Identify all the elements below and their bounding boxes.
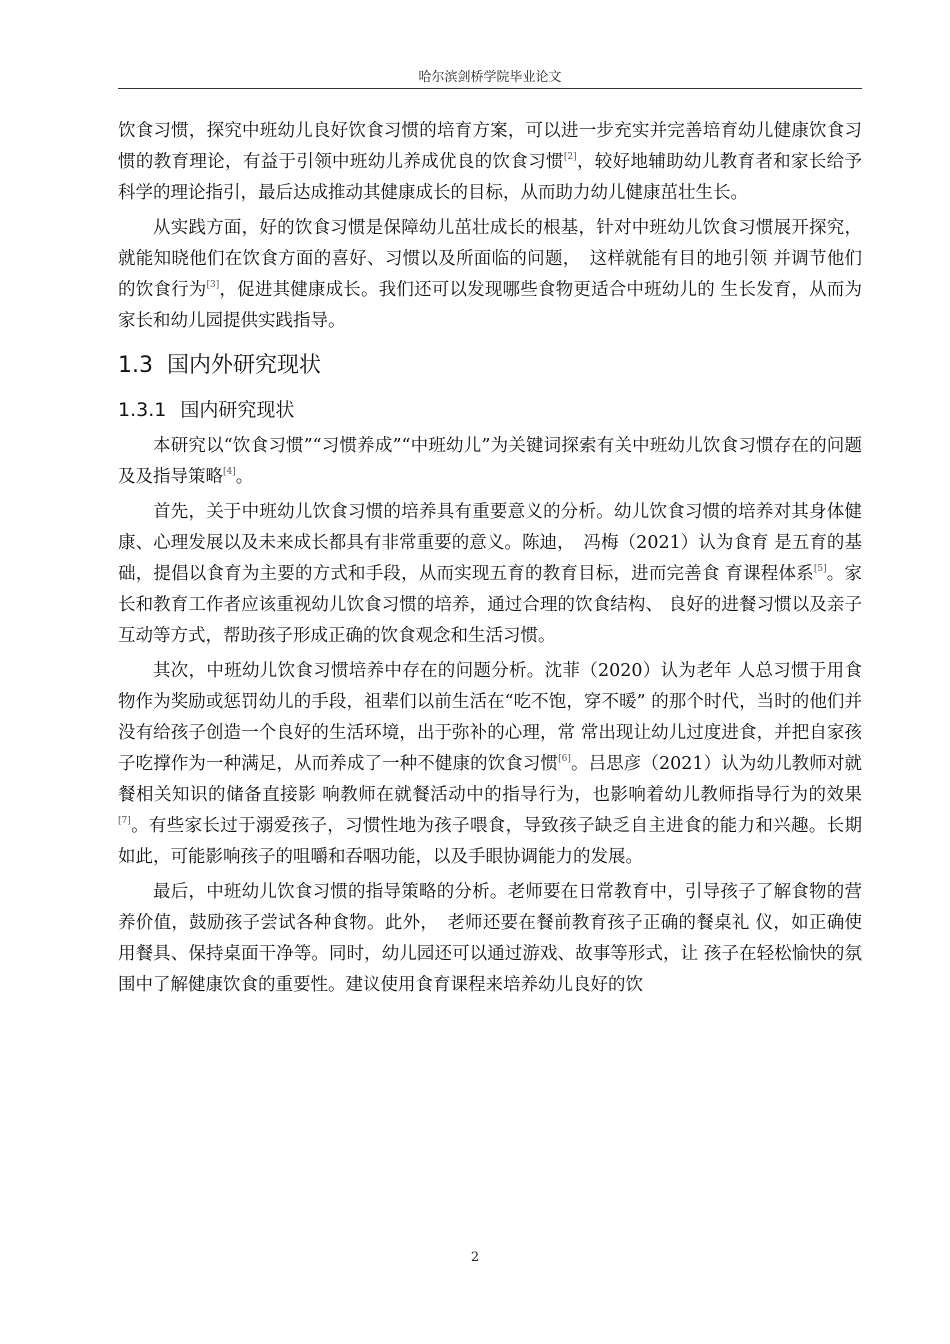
section-heading-1-3 (118, 347, 862, 385)
paragraph-intro-continued (118, 116, 862, 209)
section-title: 国内研究现状 (180, 399, 295, 421)
paragraph-text: 。吕思彦（2021）认为幼儿教师对就餐相关知识的储备直接影 响教师在就餐活动中的指导行为，也影响着幼儿教师指导行为的效果 (118, 754, 862, 805)
paragraph-first (118, 497, 862, 652)
paragraph-text: 饮食习惯，探究中班幼儿良好饮食习惯的培育方案，可以进一步充实并完善培育幼儿健康饮食习惯的教育理论，有益于引领中班幼儿养成优良的饮食习惯 (118, 121, 862, 172)
running-header: 哈尔滨剑桥学院毕业论文 (418, 70, 562, 85)
section-title: 国内外研究现状 (167, 353, 322, 378)
paragraph-keywords (118, 431, 862, 493)
paragraph-text: 。 (235, 467, 254, 487)
section-number: 1.3 (118, 353, 153, 378)
paragraph-text: 本研究以“饮食习惯”“习惯养成”“中班幼儿”为关键词探索有关中班幼儿饮食习惯存在的问题及及指导策略 (118, 436, 862, 487)
citation-ref: [3] (206, 280, 220, 290)
paragraph-text: 从实践方面，好的饮食习惯是保障幼儿茁壮成长的根基，针对中班幼儿饮食习惯展开探究，就能知晓他们在饮食方面的喜好、习惯以及所面临的问题， 这样就能有目的地引领 并调节他们的饮食行为 (118, 218, 862, 300)
paragraph-last (118, 877, 862, 1001)
paragraph-text: ，较好地辅助幼儿教育者和家长给予科学的理论指引，最后达成推动其健康成长的目标，从而助力幼儿健康茁壮生长。 (118, 152, 863, 203)
section-number: 1.3.1 (118, 399, 167, 421)
paragraph-text: 。有些家长过于溺爱孩子，习惯性地为孩子喂食，导致孩子缺乏自主进食的能力和兴趣。长期如此，可能影响孩子的咀嚼和吞咽功能，以及手眼协调能力的发展。 (118, 816, 862, 867)
citation-ref: [5] (813, 564, 827, 574)
citation-ref: [7] (118, 816, 131, 826)
page-number: 2 (470, 1250, 480, 1265)
paragraph-text: 最后，中班幼儿饮食习惯的指导策略的分析。老师要在日常教育中，引导孩子了解食物的营养价值，鼓励孩子尝试各种食物。此外， 老师还要在餐前教育孩子正确的餐桌礼 仪，如正确使用餐具、保持桌面干净等。同时，幼儿园还可以通过游戏、故事等形式，让 孩子在轻松愉快的氛围中了解健康饮食的重要性。建议使用食育课程来培养幼儿良好的饮 (118, 882, 862, 995)
paragraph-practice (118, 213, 862, 337)
page-body (118, 116, 862, 1001)
citation-ref: [2] (563, 152, 577, 162)
paragraph-text: ，促进其健康成长。我们还可以发现哪些食物更适合中班幼儿的 生长发育，从而为家长和幼儿园提供实践指导。 (118, 280, 863, 331)
paragraph-text: 首先，关于中班幼儿饮食习惯的培养具有重要意义的分析。幼儿饮食习惯的培养对其身体健康、心理发展以及未来成长都具有非常重要的意义。陈迪， 冯梅（2021）认为食育 是五育的基础，提倡以食育为主要的方式和手段，从而实现五育的教育目标，进而完善食 育课程体系 (118, 502, 862, 584)
citation-ref: [6] (558, 754, 571, 764)
paragraph-second (118, 656, 862, 873)
paragraph-text: 。家长和教育工作者应该重视幼儿饮食习惯的培养，通过合理的饮食结构、 良好的进餐习惯以及亲子互动等方式，帮助孩子形成正确的饮食观念和生活习惯。 (118, 564, 862, 646)
section-heading-1-3-1 (118, 393, 862, 427)
paragraph-text: 其次，中班幼儿饮食习惯培养中存在的问题分析。沈菲（2020）认为老年 人总习惯于用食物作为奖励或惩罚幼儿的手段，祖辈们以前生活在“吃不饱，穿不暖” 的那个时代，当时的他们并没有给孩子创造一个良好的生活环境，出于弥补的心理，常 常出现让幼儿过度进食，并把自家孩子吃撑作为一种满足，从而养成了一种不健康的饮食习惯 (118, 661, 862, 774)
citation-ref: [4] (223, 467, 236, 477)
header-rule (118, 88, 862, 89)
